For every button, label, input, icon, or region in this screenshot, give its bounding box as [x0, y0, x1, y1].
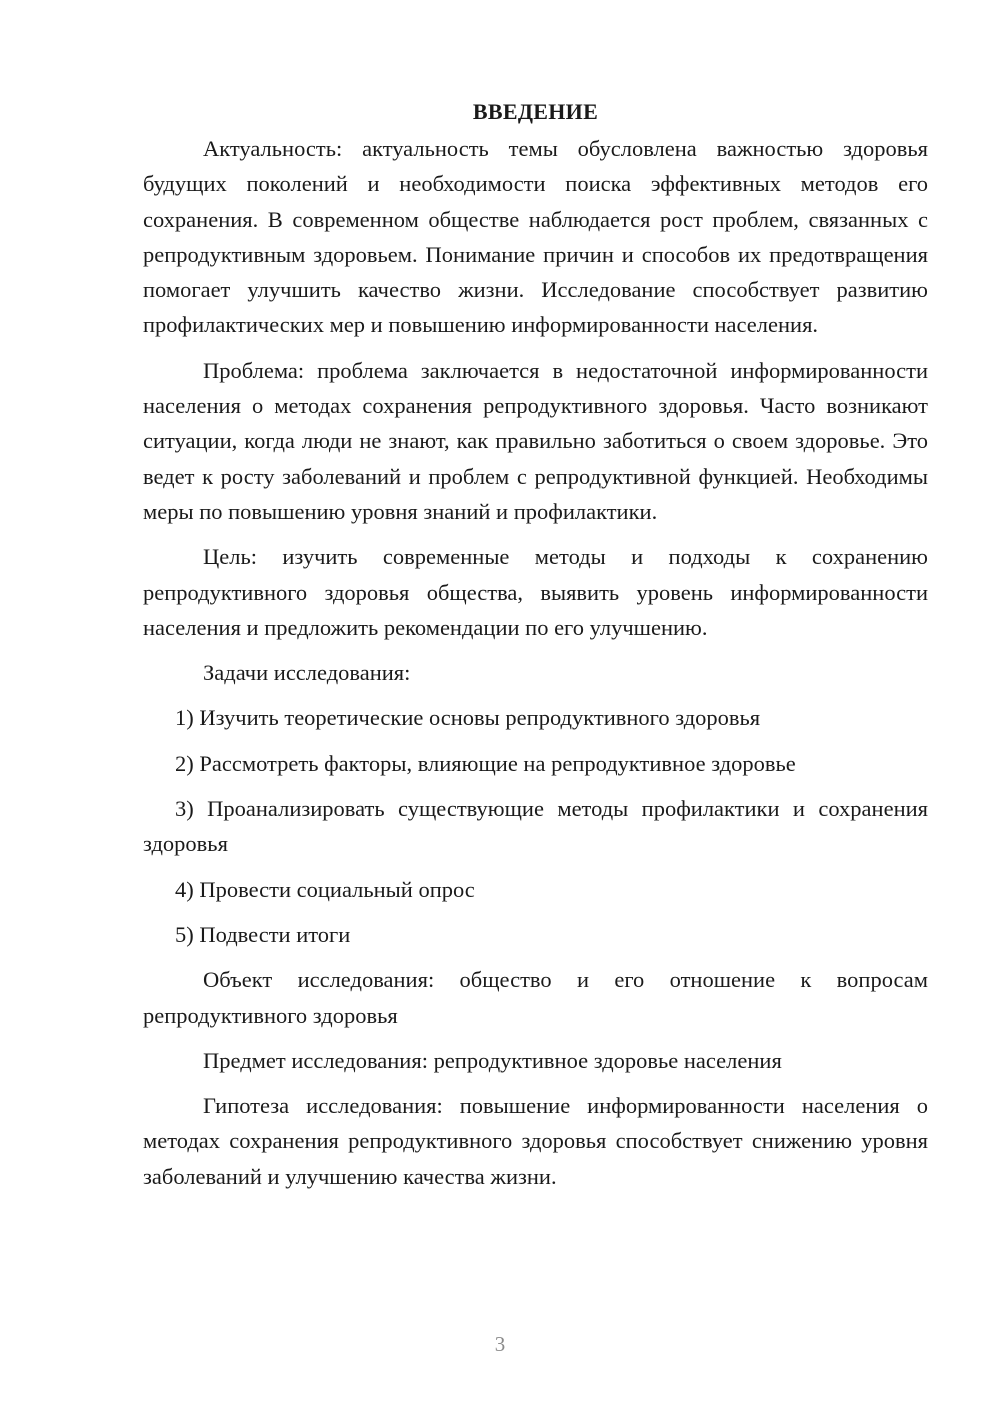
task-item-1: 1) Изучить теоретические основы репродуктивного здоровья: [175, 705, 761, 731]
problem-paragraph: Проблема: проблема заключается в недостаточной информированности населения о методах сохранения репродуктивного здоровья. Часто возникают ситуации, когда люди не знают, как правильно заботиться о своем здоровье. Это ведет к росту заболеваний и проблем с репродуктивной функцией. Необходимы меры по повышению уровня знаний и профилактики.: [143, 357, 928, 524]
goal-paragraph: Цель: изучить современные методы и подходы к сохранению репродуктивного здоровья общества, выявить уровень информированности населения и предложить рекомендации по его улучшению.: [143, 544, 928, 640]
task-item-4: 4) Провести социальный опрос: [175, 876, 475, 902]
page-number: 3: [494, 1332, 506, 1356]
document-page: [143, 94, 928, 1204]
hypothesis-paragraph: Гипотеза исследования: повышение информированности населения о методах сохранения репродуктивного здоровья способствует снижению уровня заболеваний и улучшению качества жизни.: [143, 1093, 928, 1189]
object-paragraph: Объект исследования: общество и его отношение к вопросам репродуктивного здоровья: [143, 967, 928, 1028]
task-item-3: 3) Проанализировать существующие методы профилактики и сохранения здоровья: [143, 796, 928, 857]
task-item-5: 5) Подвести итоги: [175, 921, 351, 947]
subject-paragraph: Предмет исследования: репродуктивное здоровье населения: [203, 1047, 782, 1073]
tasks-heading: Задачи исследования:: [203, 660, 411, 686]
relevance-paragraph: Актуальность: актуальность темы обусловлена важностью здоровья будущих поколений и необходимости поиска эффективных методов его сохранения. В современном обществе наблюдается рост проблем, связанных с репродуктивным здоровьем. Понимание причин и способов их предотвращения помогает улучшить качество жизни. Исследование способствует развитию профилактических мер и повышению информированности населения.: [143, 136, 928, 338]
page-title: ВВЕДЕНИЕ: [472, 99, 599, 124]
task-item-2: 2) Рассмотреть факторы, влияющие на репродуктивное здоровье: [175, 750, 796, 776]
